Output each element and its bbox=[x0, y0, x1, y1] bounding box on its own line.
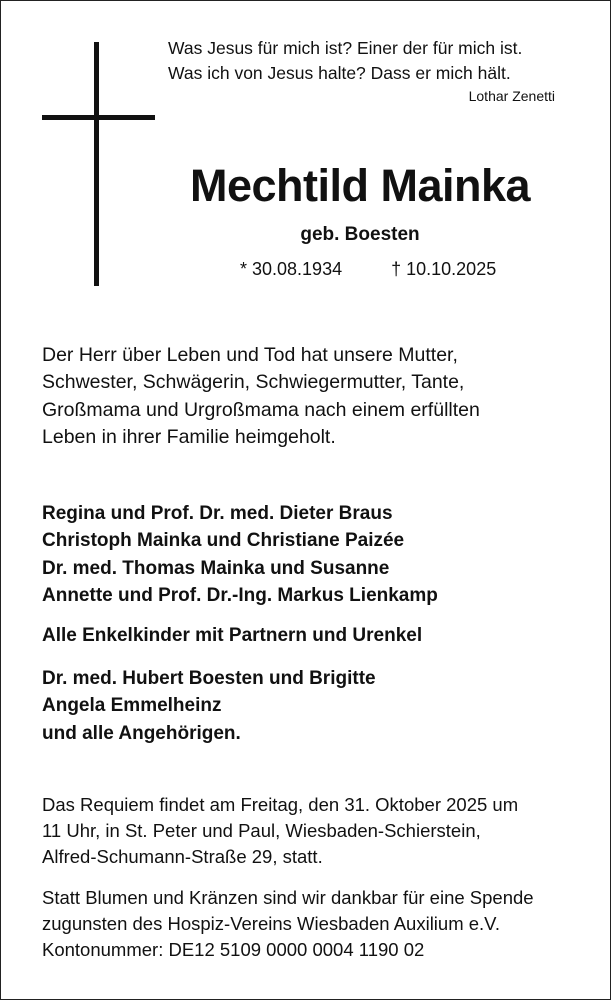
mourner: Regina und Prof. Dr. med. Dieter Braus bbox=[42, 503, 393, 524]
mourner: Annette und Prof. Dr.-Ing. Markus Lienkamp bbox=[42, 584, 438, 606]
death-date: † 10.10.2025 bbox=[391, 259, 497, 279]
quote bbox=[168, 36, 522, 86]
donation-info bbox=[42, 885, 534, 963]
text-line: zugunsten des Hospiz-Vereins Wiesbaden Auxilium e.V. bbox=[42, 913, 500, 934]
mourner: Angela Emmelheinz bbox=[42, 695, 222, 717]
text-line: Schwester, Schwägerin, Schwiegermutter, Tante, bbox=[42, 371, 465, 394]
requiem-info bbox=[42, 792, 518, 870]
deceased-name: Mechtild Mainka bbox=[189, 160, 531, 211]
mourner: Alle Enkelkinder mit Partnern und Urenkel bbox=[42, 625, 423, 646]
mourners-children bbox=[42, 500, 438, 609]
mourners-grandchildren bbox=[42, 622, 422, 649]
text-line: Leben in ihrer Familie heimgeholt. bbox=[42, 425, 336, 448]
maiden-name: geb. Boesten bbox=[300, 224, 420, 245]
text-line: Alfred-Schumann-Straße 29, statt. bbox=[42, 846, 323, 867]
life-dates bbox=[240, 259, 496, 280]
text-line: Statt Blumen und Kränzen sind wir dankbar für eine Spende bbox=[42, 887, 534, 908]
text-line: Das Requiem findet am Freitag, den 31. Oktober 2025 um bbox=[42, 794, 519, 815]
text-line: 11 Uhr, in St. Peter und Paul, Wiesbaden-Schierstein, bbox=[42, 820, 481, 841]
mourner: Dr. med. Thomas Mainka und Susanne bbox=[42, 557, 390, 579]
mourner: Christoph Mainka und Christiane Paizée bbox=[42, 530, 405, 552]
account-number: Kontonummer: DE12 5109 0000 0004 1190 02 bbox=[42, 939, 425, 960]
quote-line: Was Jesus für mich ist? Einer der für mich ist. bbox=[168, 38, 523, 58]
mourner: und alle Angehörigen. bbox=[42, 722, 241, 744]
quote-author: Lothar Zenetti bbox=[468, 88, 555, 104]
mourner: Dr. med. Hubert Boesten und Brigitte bbox=[42, 668, 376, 689]
intro-text bbox=[42, 342, 480, 451]
mourners-relatives bbox=[42, 665, 376, 747]
text-line: Der Herr über Leben und Tod hat unsere Mutter, bbox=[42, 344, 458, 366]
birth-date: * 30.08.1934 bbox=[240, 259, 343, 279]
quote-line: Was ich von Jesus halte? Dass er mich hält. bbox=[168, 63, 511, 83]
text-line: Großmama und Urgroßmama nach einem erfüllten bbox=[42, 398, 480, 421]
